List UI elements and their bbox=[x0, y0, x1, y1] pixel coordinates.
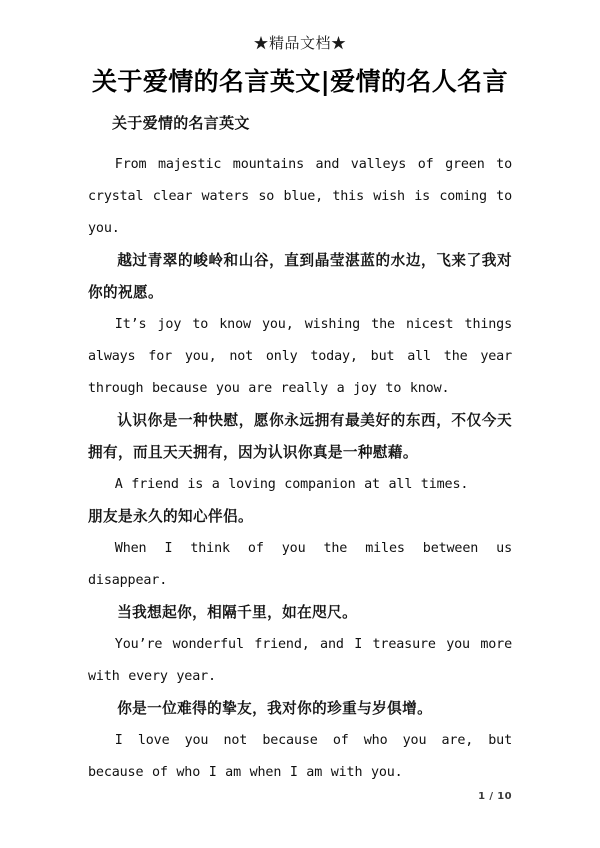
page-number-indicator: 1 / 10 bbox=[478, 791, 512, 802]
paragraph-zh: 越过青翠的峻岭和山谷，直到晶莹湛蓝的水边，飞来了我对你的祝愿。 bbox=[88, 251, 512, 301]
paragraph-en: I love you not because of who you are, but because of who I am when I am with you. bbox=[88, 732, 512, 780]
paragraph-zh: 你是一位难得的挚友，我对你的珍重与岁俱增。 bbox=[117, 699, 433, 717]
document-subtitle: 关于爱情的名言英文 bbox=[112, 113, 250, 132]
paragraph-en: From majestic mountains and valleys of green to crystal clear waters so blue, this wish is coming to you. bbox=[88, 156, 512, 236]
paragraph-en: When I think of you the miles between us disappear. bbox=[88, 540, 512, 588]
paragraph-en: You’re wonderful friend, and I treasure you more with every year. bbox=[88, 636, 512, 684]
paragraph-en: A friend is a loving companion at all times. bbox=[114, 476, 469, 492]
paragraph-zh: 认识你是一种快慰，愿你永远拥有最美好的东西，不仅今天拥有，而且天天拥有，因为认识你真是一种慰藉。 bbox=[88, 411, 512, 461]
paragraph-zh: 朋友是永久的知心伴侣。 bbox=[88, 507, 253, 525]
paragraph-en: It’s joy to know you, wishing the nicest things always for you, not only today, but all the year through because you are really a joy to know. bbox=[88, 316, 512, 396]
page-title: 关于爱情的名言英文|爱情的名人名言 bbox=[92, 67, 508, 96]
document-banner: ★精品文档★ bbox=[253, 34, 347, 52]
paragraph-zh: 当我想起你，相隔千里，如在咫尺。 bbox=[117, 603, 358, 621]
document-body bbox=[0, 149, 600, 789]
